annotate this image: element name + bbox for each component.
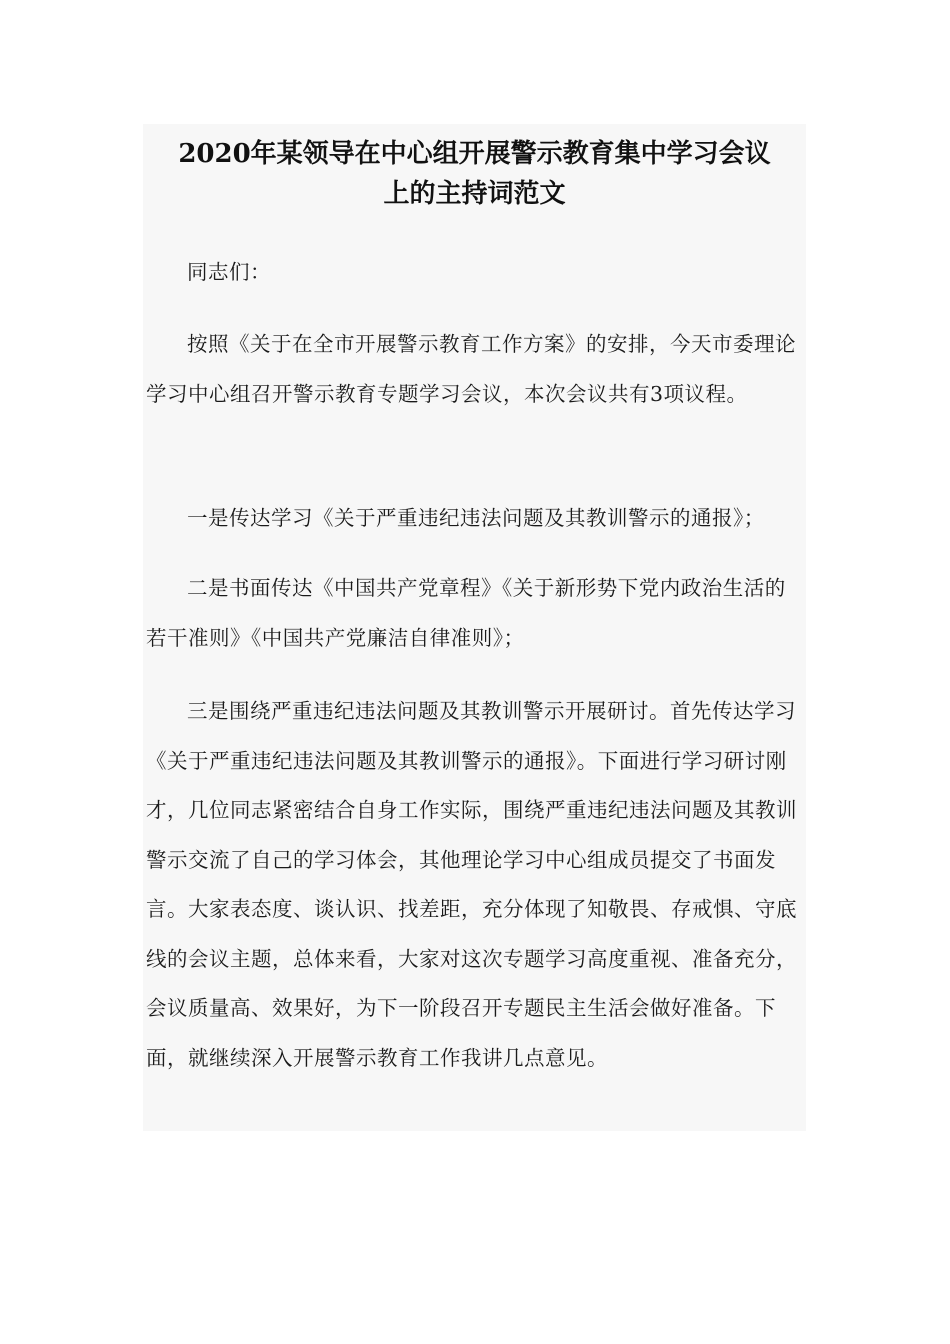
agenda-item-1: 一是传达学习《关于严重违纪违法问题及其教训警示的通报》； (187, 506, 765, 530)
intro-paragraph: 按照《关于在全市开展警示教育工作方案》的安排，今天市委理论学习中心组召开警示教育专题学习会议，本次会议共有3项议程。 (146, 332, 796, 406)
title-line-1: 2020年某领导在中心组开展警示教育集中学习会议 (178, 139, 771, 169)
title-line-2: 上的主持词范文 (383, 179, 566, 209)
document-page (143, 124, 806, 1131)
agenda-item-2: 二是书面传达《中国共产党章程》《关于新形势下党内政治生活的若干准则》《中国共产党廉洁自律准则》； (146, 576, 786, 650)
document-title (143, 134, 806, 214)
agenda-item-3: 三是围绕严重违纪违法问题及其教训警示开展研讨。首先传达学习《关于严重违纪违法问题及其教训警示的通报》。下面进行学习研讨刚才，几位同志紧密结合自身工作实际，围绕严重违纪违法问题及其教训警示交流了自己的学习体会，其他理论学习中心组成员提交了书面发言。大家表态度、谈认识、找差距，充分体现了知敬畏、存戒惧、守底线的会议主题，总体来看，大家对这次专题学习高度重视、准备充分，会议质量高、效果好，为下一阶段召开专题民主生活会做好准备。下面，就继续深入开展警示教育工作我讲几点意见。 (146, 699, 797, 1070)
greeting-paragraph: 同志们： (187, 260, 271, 284)
